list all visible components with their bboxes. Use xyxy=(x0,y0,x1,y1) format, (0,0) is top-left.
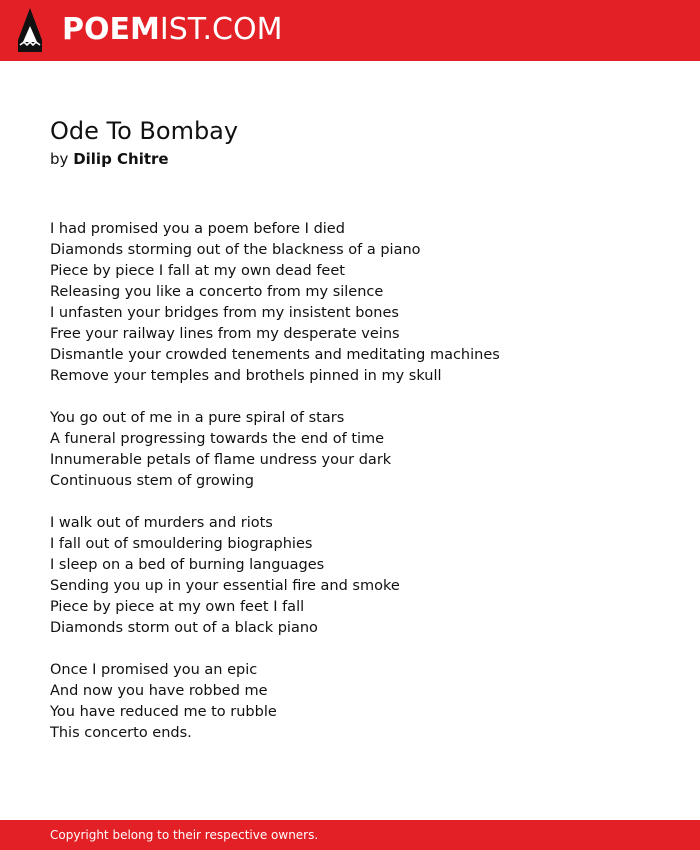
by-label: by xyxy=(50,150,69,168)
poem-stanza xyxy=(50,513,670,639)
pencil-icon xyxy=(17,8,43,52)
poem-line: Sending you up in your essential fire and smoke xyxy=(50,578,400,594)
poem-line: Releasing you like a concerto from my silence xyxy=(50,284,384,300)
poem-line: Diamonds storm out of a black piano xyxy=(50,620,318,636)
poem-line: Dismantle your crowded tenements and meditating machines xyxy=(50,347,500,363)
site-header xyxy=(0,0,700,61)
byline xyxy=(50,148,670,170)
poem-line: I walk out of murders and riots xyxy=(50,515,273,531)
poem-line: Piece by piece I fall at my own dead feet xyxy=(50,263,345,279)
poem-line: Free your railway lines from my desperate veins xyxy=(50,326,400,342)
poem-line: I fall out of smouldering biographies xyxy=(50,536,313,552)
poem-line: A funeral progressing towards the end of time xyxy=(50,431,385,447)
poem-line: I unfasten your bridges from my insistent bones xyxy=(50,305,399,321)
poem-line: You have reduced me to rubble xyxy=(50,704,277,720)
logo-text-light: IST.COM xyxy=(159,12,283,47)
poem-line: I had promised you a poem before I died xyxy=(50,221,345,237)
poem-title: Ode To Bombay xyxy=(50,117,239,145)
poem-stanza xyxy=(50,660,670,744)
logo-text-bold: POEM xyxy=(62,12,160,47)
poem-line: Continuous stem of growing xyxy=(50,473,254,489)
poem-line: And now you have robbed me xyxy=(50,683,268,699)
poem-stanza xyxy=(50,219,670,387)
author-name: Dilip Chitre xyxy=(73,150,169,168)
poem-body xyxy=(50,219,670,744)
poem-line: You go out of me in a pure spiral of stars xyxy=(50,410,345,426)
poem-line: Piece by piece at my own feet I fall xyxy=(50,599,305,615)
poem-line: Diamonds storming out of the blackness of a piano xyxy=(50,242,421,258)
poem-content xyxy=(50,114,670,765)
poem-line: Remove your temples and brothels pinned in my skull xyxy=(50,368,442,384)
poem-line: I sleep on a bed of burning languages xyxy=(50,557,325,573)
poem-line: Once I promised you an epic xyxy=(50,662,258,678)
poem-line: Innumerable petals of flame undress your dark xyxy=(50,452,392,468)
site-logo[interactable] xyxy=(62,10,282,50)
poem-stanza xyxy=(50,408,670,492)
site-footer xyxy=(0,820,700,850)
poem-line: This concerto ends. xyxy=(50,725,192,741)
copyright-text: Copyright belong to their respective owners. xyxy=(50,828,319,842)
